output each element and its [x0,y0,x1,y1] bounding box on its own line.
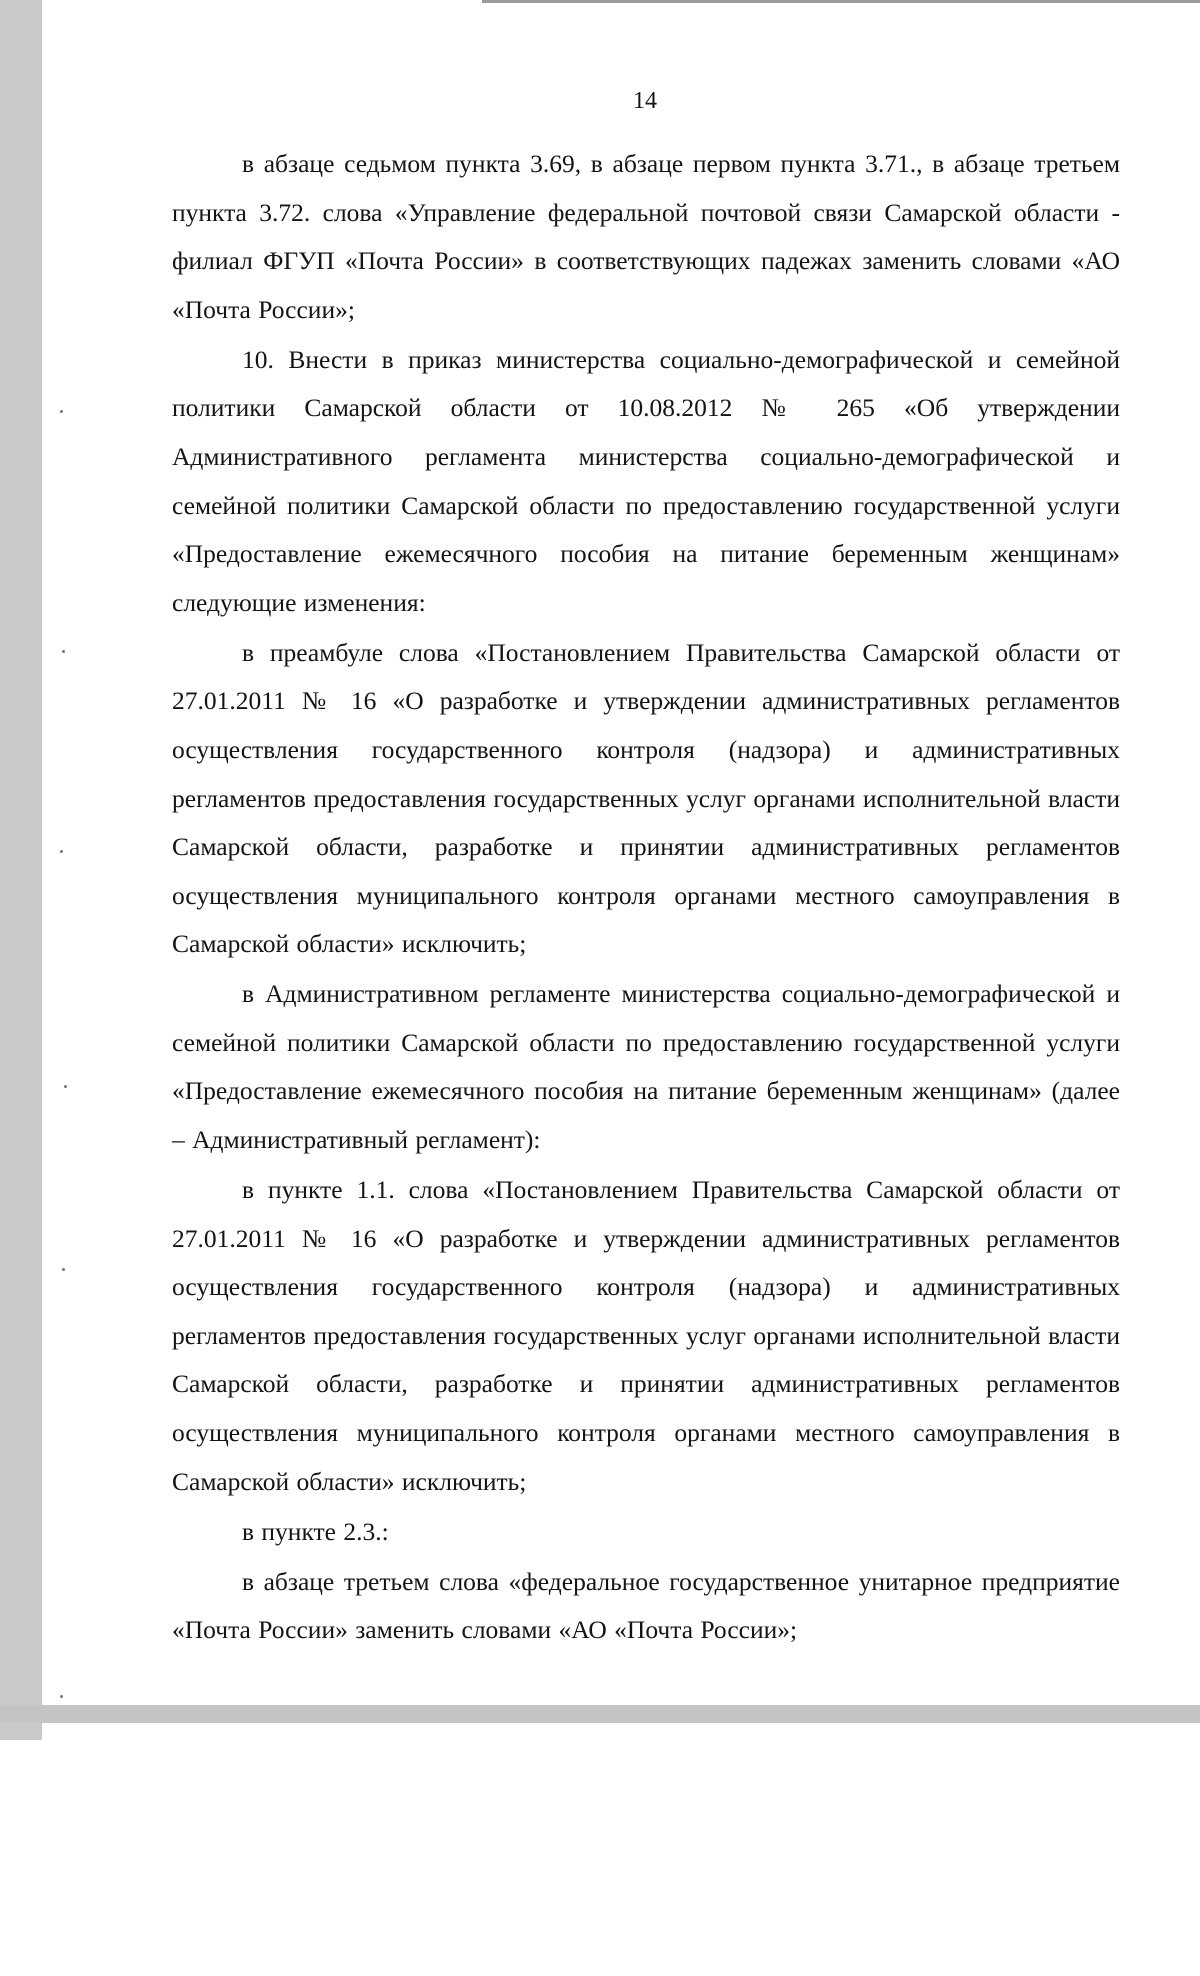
paragraph: в пункте 2.3.: [242,1516,389,1546]
document-body [172,140,1120,1656]
paragraph: в абзаце седьмом пункта 3.69, в абзаце первом пункта 3.71., в абзаце третьем пункта 3.72. слова «Управление федеральной почтовой связи Самарской области - филиал ФГУП «Почта России» в соответствующих падежах заменить словами «АО «Почта России»; [172,149,1120,324]
scan-speck [64,1085,67,1088]
scan-speck [60,410,63,413]
paragraph: в преамбуле слова «Постановлением Правительства Самарской области от 27.01.2011 № 16 «О разработке и утверждении административных регламентов осуществления государственного контроля (надзора) и административных регламентов предоставления государственных услуг органами исполнительной власти Самарской области, разработке и принятии административных регламентов осуществления муниципального контроля органами местного самоуправления в Самарской области» исключить; [172,637,1120,959]
scan-edge-top [482,0,1200,3]
paragraph: в абзаце третьем слова «федеральное государственное унитарное предприятие «Почта России» заменить словами «АО «Почта России»; [172,1566,1120,1645]
paragraph: в пункте 1.1. слова «Постановлением Правительства Самарской области от 27.01.2011 № 16 «О разработке и утверждении административных регламентов осуществления государственного контроля (надзора) и административных регламентов предоставления государственных услуг органами исполнительной власти Самарской области, разработке и принятии административных регламентов осуществления муниципального контроля органами местного самоуправления в Самарской области» исключить; [172,1175,1120,1496]
scan-speck [60,1695,63,1698]
paragraph: в Административном регламенте министерства социально-демографической и семейной политики Самарской области по предоставлению государственной услуги «Предоставление ежемесячного пособия на питание беременным женщинам» (далее – Административный регламент): [172,979,1120,1155]
paragraph: 10. Внести в приказ министерства социально-демографической и семейной политики Самарской области от 10.08.2012 № 265 «Об утверждении Административного регламента министерства социально-демографической и семейной политики Самарской области по предоставлению государственной услуги «Предоставление ежемесячного пособия на питание беременным женщинам» следующие изменения: [172,344,1120,617]
scan-speck [62,650,65,653]
scan-speck [60,850,63,853]
scan-edge-left [0,0,42,1740]
page-number: 14 [633,88,657,114]
scan-edge-bottom [0,1705,1200,1723]
scan-speck [62,1268,65,1271]
